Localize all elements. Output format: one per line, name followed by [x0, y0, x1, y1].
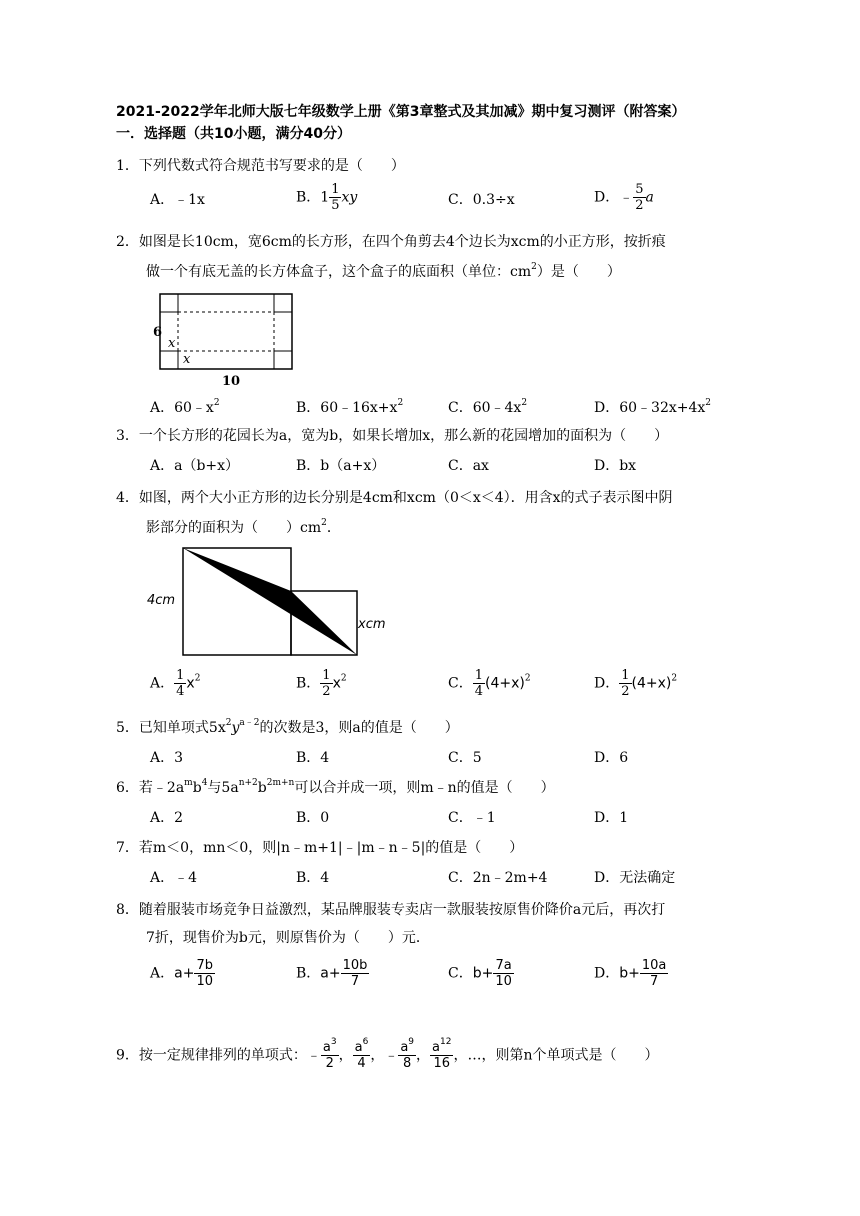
q8-option-d: D．b+ $\frac{10a}{7}$ [594, 958, 667, 989]
question-5-stem: 5．已知单项式$5x^2y^{a﹣2}$的次数是3，则a的值是（ ） [116, 718, 459, 736]
q8-option-a: A．a+ $\frac{7b}{10}$ [150, 958, 213, 989]
fig-label-6: 6 [153, 325, 163, 340]
q8-option-c: C．b+ $\frac{7a}{10}$ [448, 958, 512, 989]
q7-option-c: C．2n﹣2m+4 [448, 870, 548, 886]
q4-option-b: B． $\frac{1}{2}$ $x^2$ [296, 668, 347, 699]
fig-label-4cm: 4cm [147, 593, 176, 608]
q4-figure [140, 540, 400, 665]
question-2-line2: 做一个有底无盖的长方体盒子，这个盒子的底面积（单位：$cm^2$）是（ ） [146, 262, 621, 280]
question-2-line1: 2．如图是长10cm，宽6cm的长方形，在四个角剪去4个边长为xcm的小正方形，按折痕 [116, 234, 666, 250]
question-1-stem: 1．下列代数式符合规范书写要求的是（ ） [116, 158, 405, 174]
q4-option-c: C． $\frac{1}{4}$ $(4+x)^2$ [448, 668, 531, 699]
q2-option-c: C．$60﹣4x^2$ [448, 398, 528, 416]
q1-option-a: A．﹣1x [150, 192, 205, 208]
q4-option-a: A． $\frac{1}{4}$ $x^2$ [150, 668, 201, 699]
q3-option-a: A．a（b+x） [150, 458, 240, 474]
fig-label-xcm: xcm [358, 617, 386, 632]
question-8-line1: 8．随着服装市场竞争日益激烈，某品牌服装专卖店一款服装按原售价降价a元后，再次打 [116, 902, 666, 918]
q5-option-b: B．4 [296, 750, 330, 766]
page-title: 2021-2022学年北师大版七年级数学上册《第3章整式及其加减》期中复习测评（附答案） [116, 104, 686, 120]
q5-option-d: D．6 [594, 750, 629, 766]
q5-option-a: A．3 [150, 750, 184, 766]
section-heading: 一．选择题（共10小题，满分40分） [116, 126, 351, 142]
q1-option-c: C．0.3÷x [448, 192, 515, 208]
q1-option-b: B．1 $\frac{1}{5}$ xy [296, 182, 358, 213]
q4-option-d: D． $\frac{1}{2}$ $(4+x)^2$ [594, 668, 678, 699]
q2-option-a: A．$60﹣x^2$ [150, 398, 220, 416]
fig-label-10: 10 [222, 374, 241, 389]
question-9-stem: 9．按一定规律排列的单项式：﹣ $\frac{a^3}{2}$ ， $\frac{a^6}{4}$ ，﹣ $\frac{a^9}{8}$ ， $\frac{a^{12}}{16}$ ，…，则第n个单项式是（ ） [116, 1037, 659, 1071]
q3-option-b: B．b（a+x） [296, 458, 386, 474]
q6-option-d: D．1 [594, 810, 629, 826]
q2-option-b: B．$60﹣16x+x^2$ [296, 398, 404, 416]
q3-option-c: C．ax [448, 458, 489, 474]
q6-option-c: C．﹣1 [448, 810, 496, 826]
question-8-line2: 7折，现售价为b元，则原售价为（ ）元． [146, 930, 430, 946]
q3-option-d: D．bx [594, 458, 637, 474]
question-6-stem: 6．若$﹣2a^mb^4$与$5a^{n+2}b^{2m+n}$可以合并成一项，则m﹣n的值是（ ） [116, 778, 555, 796]
question-4-line2: 影部分的面积为（ ）$cm^2$． [146, 518, 341, 536]
q6-option-b: B．0 [296, 810, 330, 826]
q7-option-b: B．4 [296, 870, 330, 886]
q5-option-c: C．5 [448, 750, 482, 766]
question-4-line1: 4．如图，两个大小正方形的边长分别是4cm和xcm（0＜x＜4）．用含x的式子表示图中阴 [116, 490, 673, 506]
fig-label-x2: x [183, 352, 191, 367]
question-3-stem: 3．一个长方形的花园长为a，宽为b，如果长增加x，那么新的花园增加的面积为（ ） [116, 428, 669, 444]
q2-option-d: D．$60﹣32x+4x^2$ [594, 398, 712, 416]
q7-option-d: D．无法确定 [594, 870, 676, 886]
q7-option-a: A．﹣4 [150, 870, 198, 886]
q1-option-d: D．﹣ $\frac{5}{2}$ a [594, 182, 654, 213]
question-7-stem: 7．若m＜0，mn＜0，则|n﹣m+1|﹣|m﹣n﹣5|的值是（ ） [116, 840, 524, 856]
q2-figure [150, 290, 310, 390]
q6-option-a: A．2 [150, 810, 184, 826]
fig-label-x1: x [168, 336, 176, 351]
q8-option-b: B．a+ $\frac{10b}{7}$ [296, 958, 368, 989]
